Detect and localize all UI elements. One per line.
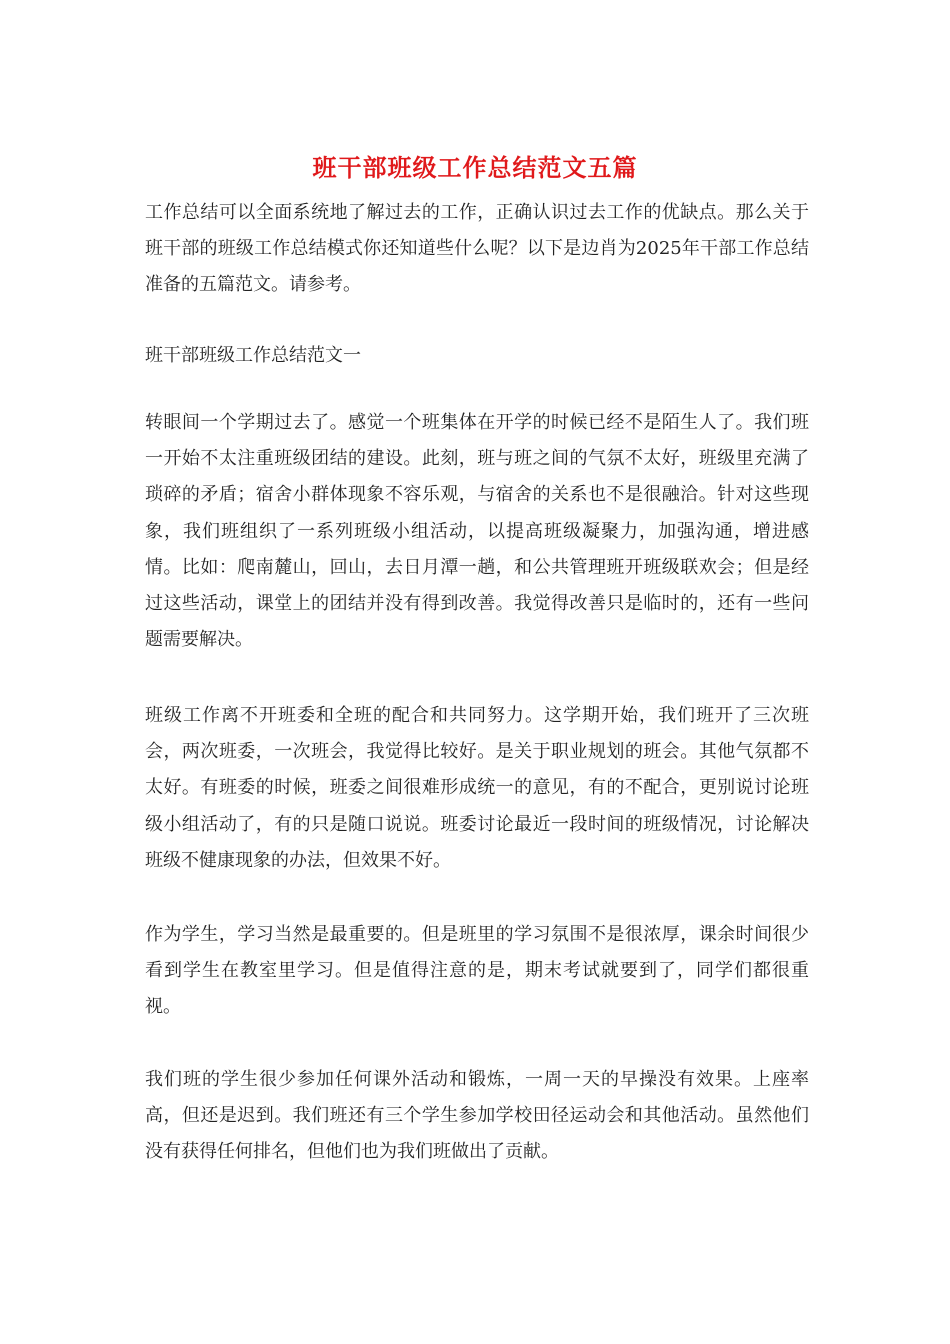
intro-paragraph: 工作总结可以全面系统地了解过去的工作，正确认识过去工作的优缺点。那么关于班干部的班级工作总结模式你还知道些什么呢？以下是边肖为2025年干部工作总结准备的五篇范文。请参考。 — [145, 202, 809, 296]
body-paragraph-1: 转眼间一个学期过去了。感觉一个班集体在开学的时候已经不是陌生人了。我们班一开始不太注重班级团结的建设。此刻，班与班之间的气氛不太好，班级里充满了琐碎的矛盾；宿舍小群体现象不容乐观，与宿舍的关系也不是很融洽。针对这些现象，我们班组织了一系列班级小组活动，以提高班级凝聚力，加强沟通，增进感情。比如：爬南麓山，回山，去日月潭一趟，和公共管理班开班级联欢会；但是经过这些活动，课堂上的团结并没有得到改善。我觉得改善只是临时的，还有一些问题需要解决。 — [145, 412, 809, 651]
section-heading: 班干部班级工作总结范文一 — [145, 345, 361, 366]
body-paragraph-2: 班级工作离不开班委和全班的配合和共同努力。这学期开始，我们班开了三次班会，两次班委，一次班会，我觉得比较好。是关于职业规划的班会。其他气氛都不太好。有班委的时候，班委之间很难形成统一的意见，有的不配合，更别说讨论班级小组活动了，有的只是随口说说。班委讨论最近一段时间的班级情况，讨论解决班级不健康现象的办法，但效果不好。 — [145, 705, 809, 871]
body-paragraph-4: 我们班的学生很少参加任何课外活动和锻炼，一周一天的早操没有效果。上座率高，但还是迟到。我们班还有三个学生参加学校田径运动会和其他活动。虽然他们没有获得任何排名，但他们也为我们班做出了贡献。 — [145, 1069, 809, 1163]
document-title: 班干部班级工作总结范文五篇 — [312, 153, 638, 182]
body-paragraph-3: 作为学生，学习当然是最重要的。但是班里的学习氛围不是很浓厚，课余时间很少看到学生在教室里学习。但是值得注意的是，期末考试就要到了，同学们都很重视。 — [145, 924, 809, 1018]
